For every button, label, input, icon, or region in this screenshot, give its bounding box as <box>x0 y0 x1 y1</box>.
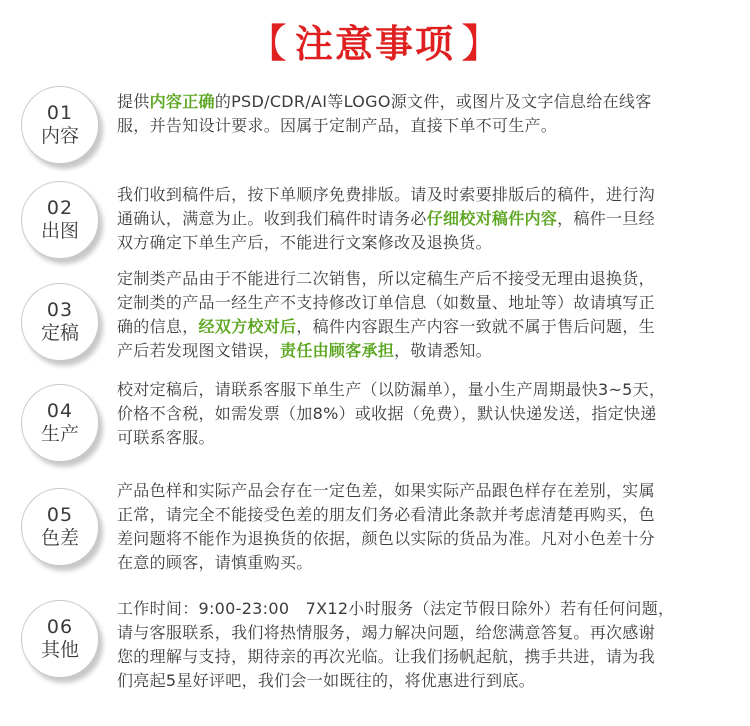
notice-text <box>117 90 739 138</box>
text-segment: 们亮起5星好评吧，我们会一如既往的，将优惠进行到底。 <box>117 671 535 690</box>
step-badge <box>21 283 99 361</box>
step-number: 06 <box>46 616 74 638</box>
text-segment: 双方确定下单生产后，不能进行文案修改及退换货。 <box>117 233 492 252</box>
text-segment: 确的信息， <box>117 317 199 336</box>
text-segment: 产后若发现图文错误， <box>117 341 281 360</box>
text-segment: ，稿件内容跟生产内容一致就不属于售后问题，生 <box>296 317 655 336</box>
step-label: 其他 <box>40 639 79 661</box>
text-segment: 差问题将不能作为退换货的依据，颜色以实际的货品为准。凡对小色差十分 <box>117 529 655 548</box>
step-number: 01 <box>46 102 74 124</box>
text-segment: 您的理解与支持，期待亲的再次光临。让我们扬帆起航，携手共进，请为我 <box>117 647 655 666</box>
text-segment: 校对定稿后，请联系客服下单生产（以防漏单），量小生产周期最快3~5天， <box>117 380 666 399</box>
text-segment: 定制类产品由于不能进行二次销售，所以定稿生产后不接受无理由退换货， <box>117 269 655 288</box>
notice-text <box>117 597 739 693</box>
text-line <box>117 645 739 669</box>
text-segment: 产品色样和实际产品会存在一定色差，如果实际产品跟色样存在差别，实属 <box>117 481 655 500</box>
bracket-left: 【 <box>246 20 289 67</box>
step-number: 03 <box>46 299 74 321</box>
step-badge <box>21 600 99 678</box>
text-line <box>117 551 739 575</box>
text-segment: 提供 <box>117 92 150 111</box>
text-line <box>117 315 739 339</box>
text-line <box>117 669 739 693</box>
page-title <box>0 12 750 68</box>
notice-text <box>117 479 739 575</box>
text-segment: 价格不含税，如需发票（加8%）或收据（免费），默认快递发送，指定快递 <box>117 404 657 423</box>
text-segment: ，稿件一旦经 <box>557 209 655 228</box>
text-segment: 在意的顾客，请慎重购买。 <box>117 553 313 572</box>
text-line <box>117 527 739 551</box>
text-line <box>117 291 739 315</box>
bracket-right: 】 <box>461 20 503 67</box>
step-label: 内容 <box>40 125 79 147</box>
text-segment: 工作时间：9:00-23:00 7X12小时服务（法定节假日除外）若有任何问题， <box>117 599 675 618</box>
highlight-text: 责任由顾客承担 <box>280 341 395 360</box>
step-badge <box>21 488 99 566</box>
text-segment: 的PSD/CDR/AI等LOGO源文件，或图片及文字信息给在线客 <box>214 92 652 111</box>
highlight-text: 内容正确 <box>149 92 215 111</box>
step-badge <box>21 181 99 259</box>
text-segment: 定制类的产品一经生产不支持修改订单信息（如数量、地址等）故请填写正 <box>117 293 655 312</box>
text-line <box>117 183 739 207</box>
text-line <box>117 402 739 426</box>
text-segment: ，敬请悉知。 <box>394 341 492 360</box>
step-label: 色差 <box>40 527 79 549</box>
highlight-text: 仔细校对稿件内容 <box>426 209 558 228</box>
text-line <box>117 267 739 291</box>
text-segment: 可联系客服。 <box>117 428 215 447</box>
text-segment: 服，并告知设计要求。因属于定制产品，直接下单不可生产。 <box>117 116 558 135</box>
notice-text <box>117 183 739 255</box>
text-line <box>117 231 739 255</box>
step-badge <box>21 86 99 164</box>
step-number: 02 <box>46 197 74 219</box>
text-line <box>117 114 739 138</box>
title-text: 注意事项 <box>294 21 455 66</box>
highlight-text: 经双方校对后 <box>198 317 297 336</box>
text-segment: 我们收到稿件后，按下单顺序免费排版。请及时索要排版后的稿件，进行沟 <box>117 185 655 204</box>
text-line <box>117 339 739 363</box>
text-line <box>117 426 739 450</box>
text-line <box>117 378 739 402</box>
step-label: 定稿 <box>40 322 79 344</box>
step-number: 05 <box>46 504 74 526</box>
text-segment: 请与客服联系，我们将热情服务，竭力解决问题，给您满意答复。再次感谢 <box>117 623 655 642</box>
text-line <box>117 479 739 503</box>
text-line <box>117 90 739 114</box>
step-number: 04 <box>46 400 74 422</box>
notice-text <box>117 378 739 450</box>
text-segment: 通确认，满意为止。收到我们稿件时请务必 <box>117 209 427 228</box>
text-line <box>117 621 739 645</box>
step-label: 出图 <box>40 220 79 242</box>
text-line <box>117 503 739 527</box>
step-badge <box>21 384 99 462</box>
text-line <box>117 207 739 231</box>
text-segment: 正常，请完全不能接受色差的朋友们务必看清此条款并考虑清楚再购买，色 <box>117 505 655 524</box>
text-line <box>117 597 739 621</box>
step-label: 生产 <box>40 423 79 445</box>
notice-text <box>117 267 739 363</box>
